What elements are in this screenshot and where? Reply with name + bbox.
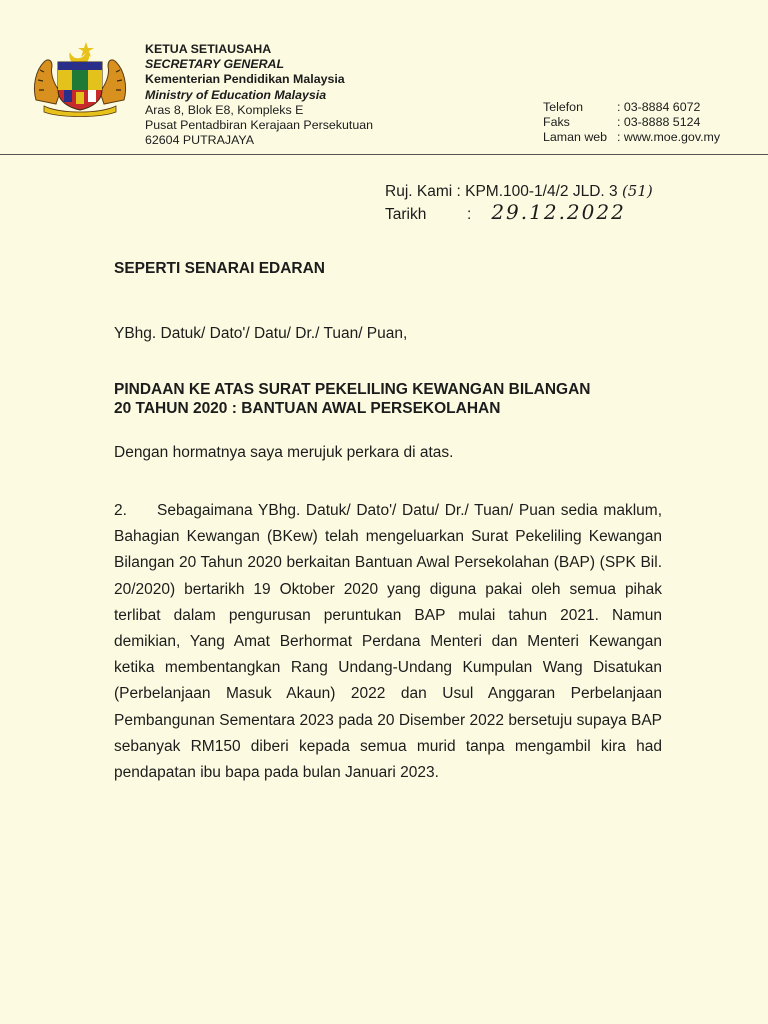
subject-line: PINDAAN KE ATAS SURAT PEKELILING KEWANGAN BILANGAN [114,381,591,398]
org-title-english: SECRETARY GENERAL [145,57,285,72]
paragraph-2 [114,498,662,786]
date-label: Tarikh [385,206,427,223]
contact-label: Laman web [543,130,608,145]
ministry-name: Kementerian Pendidikan Malaysia [145,72,345,87]
header-divider [0,154,768,155]
letter-subject [114,380,590,418]
date-separator: : [467,206,472,223]
subject-line: 20 TAHUN 2020 : BANTUAN AWAL PERSEKOLAHAN [114,400,501,417]
address-line: Aras 8, Blok E8, Kompleks E [145,102,304,117]
address-line: Pusat Pentadbiran Kerajaan Persekutuan [145,118,374,133]
letterhead-contacts [543,100,720,146]
date-handwritten: 29.12.2022 [491,200,626,224]
reference-value: KPM.100-1/4/2 JLD. 3 [465,183,618,200]
intro-paragraph: Dengan hormatnya saya merujuk perkara di atas. [114,444,454,461]
address-line: 62604 PUTRAJAYA [145,133,255,148]
contact-row [543,130,720,145]
contact-value: : 03-8888 5124 [617,115,701,130]
contact-row [543,100,720,115]
contact-value: : www.moe.gov.my [617,130,721,145]
recipient-heading: SEPERTI SENARAI EDARAN [114,260,325,277]
contact-value: : 03-8884 6072 [617,100,701,114]
reference-handwritten: (51) [621,182,653,200]
contact-label: Telefon [543,100,583,114]
reference-row [385,181,653,202]
ministry-name-english: Ministry of Education Malaysia [145,87,327,102]
contact-row [543,115,720,130]
org-title: KETUA SETIAUSAHA [145,42,272,56]
salutation: YBhg. Datuk/ Dato'/ Datu/ Dr./ Tuan/ Puan, [114,325,408,342]
malaysia-coat-of-arms-icon [30,40,130,118]
contact-label: Faks [543,115,570,130]
date-row [385,202,653,225]
paragraph-text: Sebagaimana YBhg. Datuk/ Dato'/ Datu/ Dr./ Tuan/ Puan sedia maklum, Bahagian Kewangan (BKew) telah mengeluarkan Surat Pekeliling Kewangan Bilangan 20 Tahun 2020 berkaitan Bantuan Awal Persekolahan (BAP) (SPK Bil. 20/2020) bertarikh 19 Oktober 2020 yang diguna pakai oleh semua pihak terlibat dalam pengurusan peruntukan BAP mulai tahun 2021. Namun demikian, Yang Amat Berhormat Perdana Menteri dan Menteri Kewangan ketika membentangkan Rang Undang-Undang Kumpulan Wang Disatukan (Perbelanjaan Masuk Akaun) 2022 dan Usul Anggaran Perbelanjaan Pembangunan Sementara 2023 pada 20 Disember 2022 bersetuju supaya BAP sebanyak RM150 diberi kepada semua murid tanpa mengambil kira had pendapatan ibu bapa pada bulan Januari 2023. [114,502,662,782]
paragraph-number: 2. [114,502,127,519]
reference-label: Ruj. Kami : [385,183,461,200]
letterhead-organization [145,42,373,148]
reference-block [385,181,653,225]
